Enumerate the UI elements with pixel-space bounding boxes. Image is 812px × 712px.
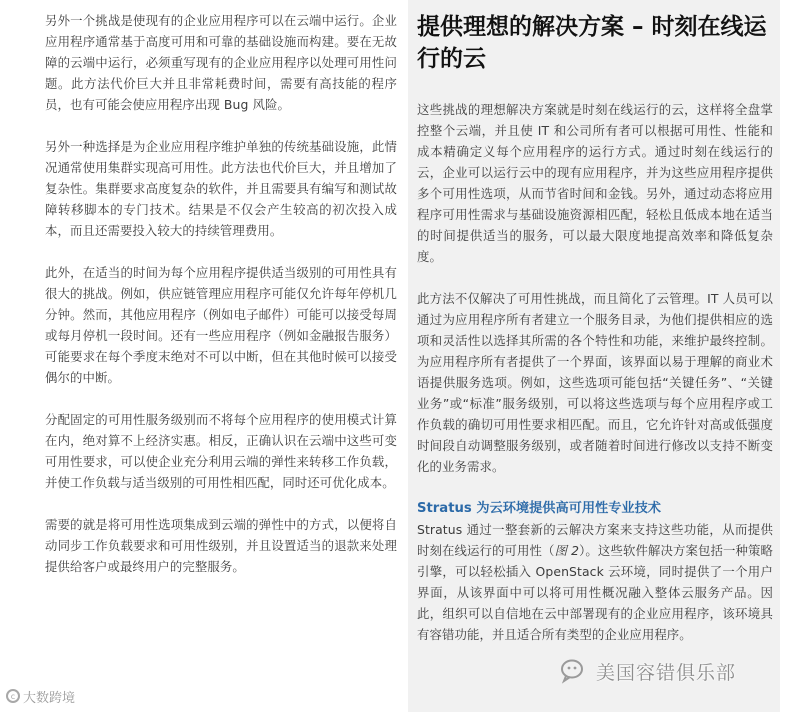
right-body xyxy=(417,99,773,666)
right-paragraph-3 xyxy=(417,519,773,645)
copyright-icon: c xyxy=(6,689,20,703)
paragraph-text-before: Stratus 通过一整套新的云解决方案来支持这些功能，从而提供时刻在线运行的可用性（ xyxy=(417,522,773,558)
figure-reference: 图 2 xyxy=(554,543,580,558)
right-paragraph-1: 这些挑战的理想解决方案就是时刻在线运行的云，这样将全盘掌控整个云端，并且使 IT 和公司所有者可以根据可用性、性能和成本精确定义每个应用程序的运行方式。通过时刻在线运行的云，企业可以运行云中的现有应用程序，并为这些应用程序提供多个可用性选项，从而节省时间和金钱。另外，通过动态将应用程序可用性需求与基础设施资源相匹配，轻松且低成本地在适当的时间提供适当的服务，可以最大限度地提高效率和降低复杂度。 xyxy=(417,102,773,264)
left-paragraph-4: 分配固定的可用性服务级别而不将每个应用程序的使用模式计算在内，绝对算不上经济实惠。相反，正确认识在云端中这些可变可用性要求，可以使企业充分利用云端的弹性来转移工作负载，并使工作负载与适当级别的可用性相匹配，同时还可优化成本。 xyxy=(45,412,397,490)
stratus-subheading: Stratus 为云环境提供高可用性专业技术 xyxy=(417,501,661,516)
left-column xyxy=(45,10,397,598)
right-column xyxy=(408,0,780,712)
left-paragraph-3: 此外，在适当的时间为每个应用程序提供适当级别的可用性具有很大的挑战。例如，供应链管理应用程序可能仅允许每年停机几分钟。然而，其他应用程序（例如电子邮件）可能可以接受每周或每月停机一段时间。还有一些应用程序（例如金融报告服务）可能要求在每个季度末绝对不可以中断，但在其他时候可以接受偶尔的中断。 xyxy=(45,265,397,385)
left-paragraph-2: 另外一种选择是为企业应用程序维护单独的传统基础设施，此情况通常使用集群实现高可用性。此方法也代价巨大，并且增加了复杂性。集群要求高度复杂的软件，并且需要具有编写和测试故障转移脚本的专门技术。结果是不仅会产生较高的初次投入成本，而且还需要投入较大的持续管理费用。 xyxy=(45,139,397,238)
watermark-right-text: 美国容错俱乐部 xyxy=(596,661,737,684)
left-paragraph-1: 另外一个挑战是使现有的企业应用程序可以在云端中运行。企业应用程序通常基于高度可用和可靠的基础设施而构建。要在无故障的云端中运行，必须重写现有的企业应用程序以处理可用性问题。此方法代价巨大并且非常耗费时间，需要有高技能的程序员，也有可能会使应用程序出现 Bug 风险。 xyxy=(45,13,397,112)
wechat-icon xyxy=(560,658,590,684)
left-paragraph-5: 需要的就是将可用性选项集成到云端的弹性中的方式，以便将自动同步工作负载要求和可用性级别，并且设置适当的退款来处理提供给客户或最终用户的完整服务。 xyxy=(45,517,397,574)
watermark-right xyxy=(560,655,736,687)
section-title: 提供理想的解决方案 – 时刻在线运行的云 xyxy=(417,14,767,72)
paragraph-text-after: ）。这些软件解决方案包括一种策略引擎，可以轻松插入 OpenStack 云环境，同时提供了一个用户界面，从该界面中可以将可用性概况融入整体云服务产品。因此，组织可以自信地在云中部署现有的企业应用程序，该环境具有容错功能，并且适合所有类型的企业应用程序。 xyxy=(417,543,773,642)
watermark-left xyxy=(6,686,75,706)
right-paragraph-2: 此方法不仅解决了可用性挑战，而且简化了云管理。IT 人员可以通过为应用程序所有者建立一个服务目录，为他们提供相应的选项和灵活性以选择其所需的各个特性和功能，来维护最终控制。为应用程序所有者提供了一个界面，该界面以易于理解的商业术语提供服务选项。例如，这些选项可能包括“关键任务”、“关键业务”或“标准”服务级别，可以将这些选项与每个应用程序或工作负载的确切可用性要求相匹配。而且，它允许针对高或低强度时间段自动调整服务级别，或者随着时间进行修改以支持不断变化的业务需求。 xyxy=(417,291,773,474)
watermark-left-text: 大数跨境 xyxy=(23,690,76,706)
